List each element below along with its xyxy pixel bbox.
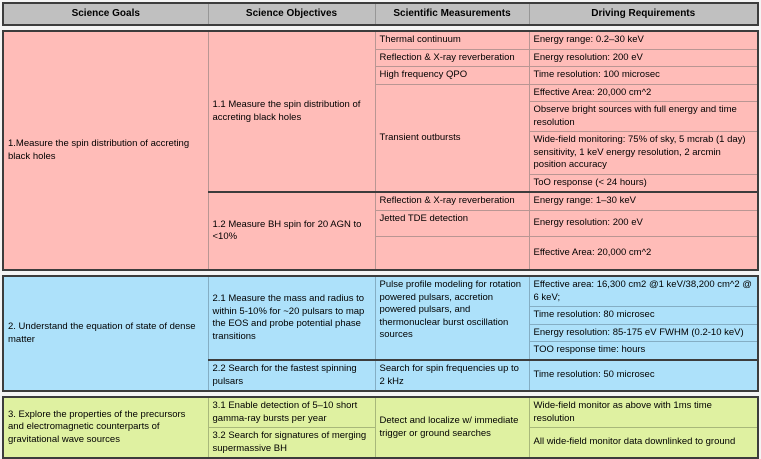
requirement-cell: Energy range: 1–30 keV <box>529 192 758 210</box>
column-header-science-objectives: Science Objectives <box>208 3 375 25</box>
requirement-cell: Energy resolution: 85-175 eV FWHM (0.2-10 keV) <box>529 324 758 342</box>
measurement-cell: High frequency QPO <box>375 67 529 85</box>
requirement-cell: Wide-field monitoring: 75% of sky, 5 mcrab (1 day) sensitivity, 1 keV energy resolution, 2 arcmin position accuracy <box>529 132 758 175</box>
measurement-cell-detect-localize: Detect and localize w/ immediate trigger or ground searches <box>375 397 529 458</box>
requirement-cell: Effective Area: 20,000 cm^2 <box>529 236 758 270</box>
measurement-cell-empty <box>375 236 529 270</box>
objective-cell-1-1: 1.1 Measure the spin distribution of accreting black holes <box>208 31 375 192</box>
header-row <box>3 3 758 25</box>
measurement-cell-pulse-profile: Pulse profile modeling for rotation powered pulsars, accretion powered pulsars, and thermonuclear burst oscillation sources <box>375 276 529 360</box>
requirement-cell: Observe bright sources with full energy and time resolution <box>529 102 758 132</box>
table-row <box>3 31 758 49</box>
goal-cell-3: 3. Explore the properties of the precursors and electromagnetic counterparts of gravitational wave sources <box>3 397 208 458</box>
requirement-cell: Time resolution: 50 microsec <box>529 360 758 391</box>
requirement-cell: All wide-field monitor data downlinked to ground <box>529 428 758 459</box>
section-2-dense-matter <box>2 275 759 392</box>
requirement-cell: Energy resolution: 200 eV <box>529 49 758 67</box>
requirement-cell: ToO response (< 24 hours) <box>529 174 758 192</box>
goal-cell-2: 2. Understand the equation of state of dense matter <box>3 276 208 391</box>
column-header-driving-requirements: Driving Requirements <box>529 3 758 25</box>
column-header-science-goals: Science Goals <box>3 3 208 25</box>
measurement-cell: Jetted TDE detection <box>375 210 529 236</box>
table-row <box>3 276 758 307</box>
measurement-cell: Reflection & X-ray reverberation <box>375 192 529 210</box>
objective-cell-2-1: 2.1 Measure the mass and radius to within 5-10% for ~20 pulsars to map the EOS and probe potential phase transitions <box>208 276 375 360</box>
table-row <box>3 397 758 428</box>
objective-cell-3-2: 3.2 Search for signatures of merging supermassive BH <box>208 428 375 459</box>
section-3-gravitational-waves <box>2 396 759 459</box>
requirement-cell: Energy range: 0.2–30 keV <box>529 31 758 49</box>
requirement-cell: Wide-field monitor as above with 1ms time resolution <box>529 397 758 428</box>
measurement-cell: Reflection & X-ray reverberation <box>375 49 529 67</box>
requirement-cell: Time resolution: 100 microsec <box>529 67 758 85</box>
objective-cell-1-2: 1.2 Measure BH spin for 20 AGN to <10% <box>208 192 375 270</box>
requirement-cell: Time resolution: 80 microsec <box>529 307 758 325</box>
measurement-cell: Thermal continuum <box>375 31 529 49</box>
section-1-black-hole-spin <box>2 30 759 271</box>
requirement-cell: TOO response time: hours <box>529 342 758 360</box>
objective-cell-2-2: 2.2 Search for the fastest spinning pulsars <box>208 360 375 391</box>
objective-cell-3-1: 3.1 Enable detection of 5–10 short gamma-ray bursts per year <box>208 397 375 428</box>
measurement-cell-transient-outbursts: Transient outbursts <box>375 84 529 192</box>
requirement-cell: Energy resolution: 200 eV <box>529 210 758 236</box>
header-table <box>2 2 759 26</box>
column-header-scientific-measurements: Scientific Measurements <box>375 3 529 25</box>
goal-cell-1: 1.Measure the spin distribution of accreting black holes <box>3 31 208 270</box>
requirement-cell: Effective Area: 20,000 cm^2 <box>529 84 758 102</box>
measurement-cell-spin-frequencies: Search for spin frequencies up to 2 kHz <box>375 360 529 391</box>
requirement-cell: Effective area: 16,300 cm2 @1 keV/38,200 cm^2 @ 6 keV; <box>529 276 758 307</box>
